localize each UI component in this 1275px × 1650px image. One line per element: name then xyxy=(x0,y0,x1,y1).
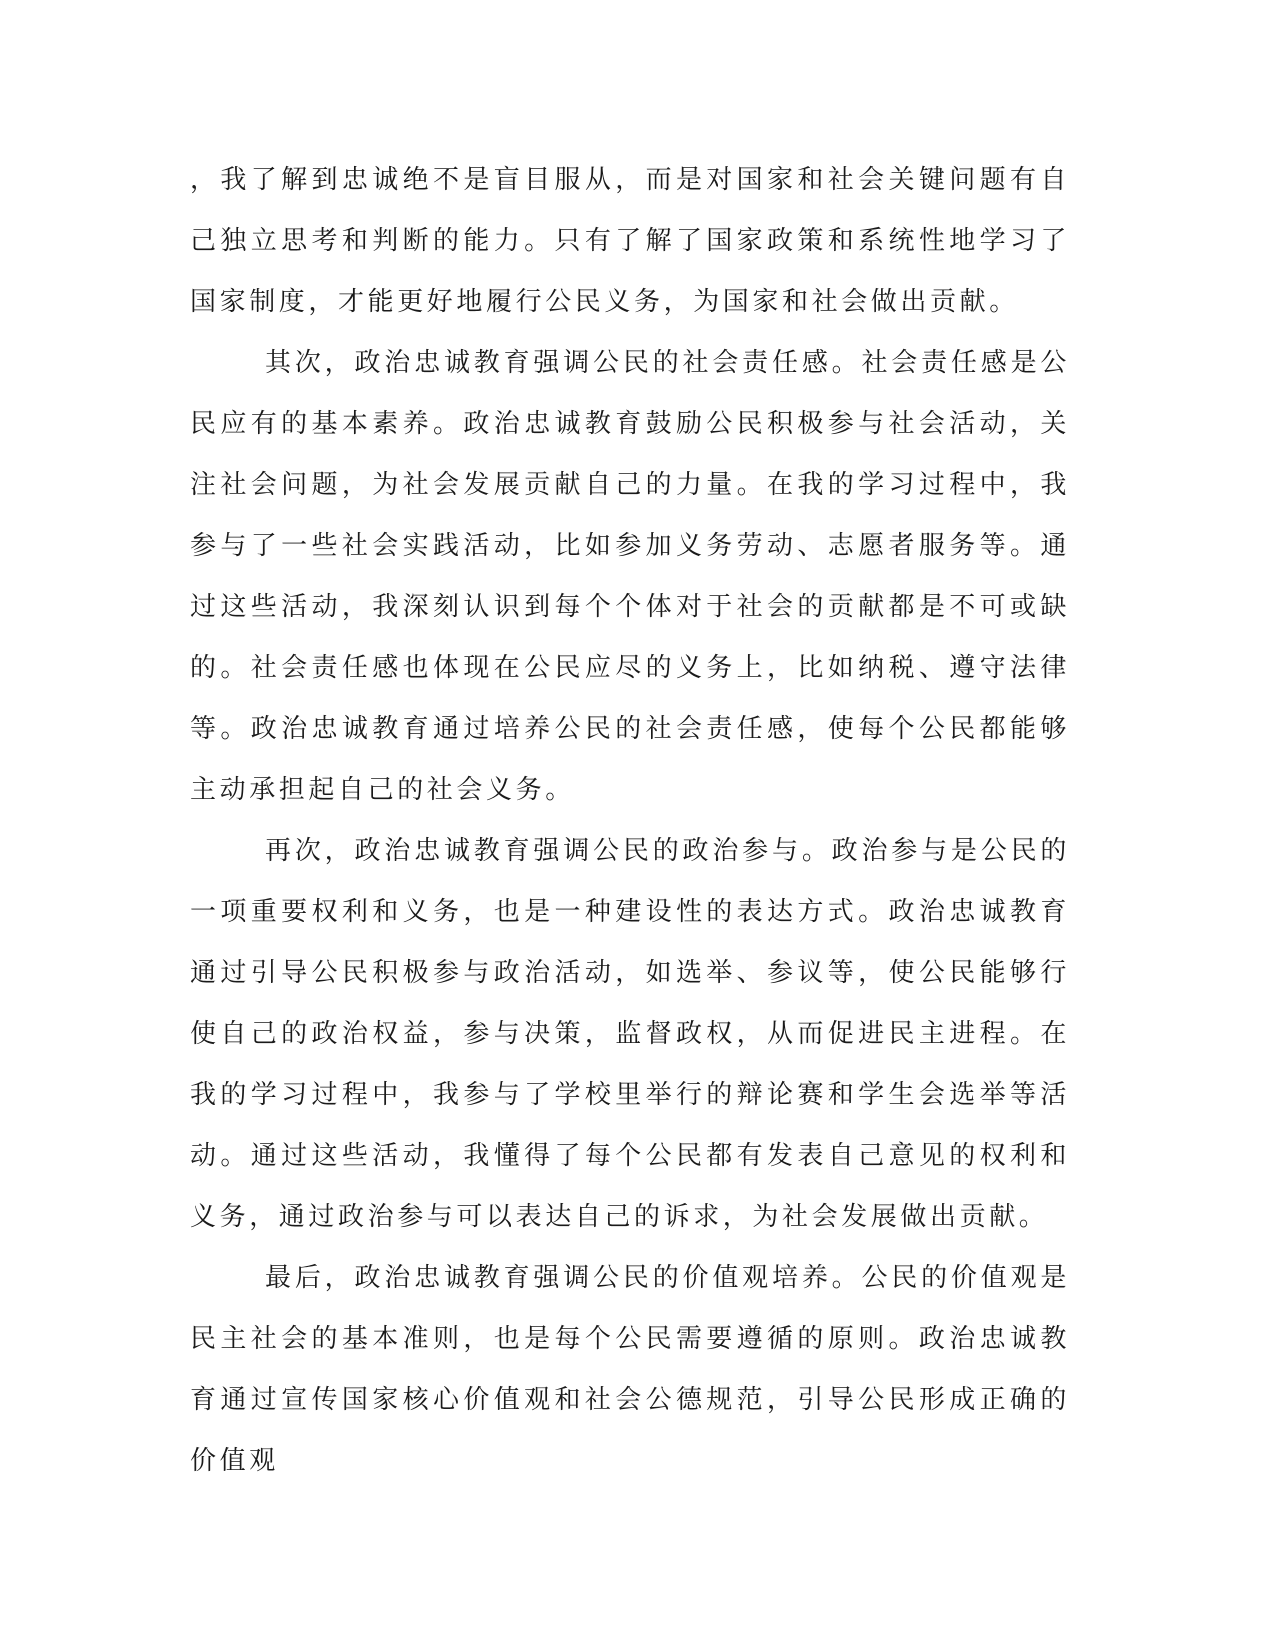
paragraph-values-cultivation: 最后，政治忠诚教育强调公民的价值观培养。公民的价值观是民主社会的基本准则，也是每个公民需要遵循的原则。政治忠诚教育通过宣传国家核心价值观和社会公德规范，引导公民形成正确的价值观 xyxy=(190,1263,1070,1476)
paragraph-continued: ，我了解到忠诚绝不是盲目服从，而是对国家和社会关键问题有自己独立思考和判断的能力。只有了解了国家政策和系统性地学习了国家制度，才能更好地履行公民义务，为国家和社会做出贡献。 xyxy=(190,165,1070,317)
paragraph-political-participation: 再次，政治忠诚教育强调公民的政治参与。政治参与是公民的一项重要权利和义务，也是一种建设性的表达方式。政治忠诚教育通过引导公民积极参与政治活动，如选举、参议等，使公民能够行使自己的政治权益，参与决策，监督政权，从而促进民主进程。在我的学习过程中，我参与了学校里举行的辩论赛和学生会选举等活动。通过这些活动，我懂得了每个公民都有发表自己意见的权利和义务，通过政治参与可以表达自己的诉求，为社会发展做出贡献。 xyxy=(190,836,1070,1232)
paragraph-social-responsibility: 其次，政治忠诚教育强调公民的社会责任感。社会责任感是公民应有的基本素养。政治忠诚教育鼓励公民积极参与社会活动，关注社会问题，为社会发展贡献自己的力量。在我的学习过程中，我参与了一些社会实践活动，比如参加义务劳动、志愿者服务等。通过这些活动，我深刻认识到每个个体对于社会的贡献都是不可或缺的。社会责任感也体现在公民应尽的义务上，比如纳税、遵守法律等。政治忠诚教育通过培养公民的社会责任感，使每个公民都能够主动承担起自己的社会义务。 xyxy=(190,348,1070,805)
body-text xyxy=(190,150,1070,1492)
